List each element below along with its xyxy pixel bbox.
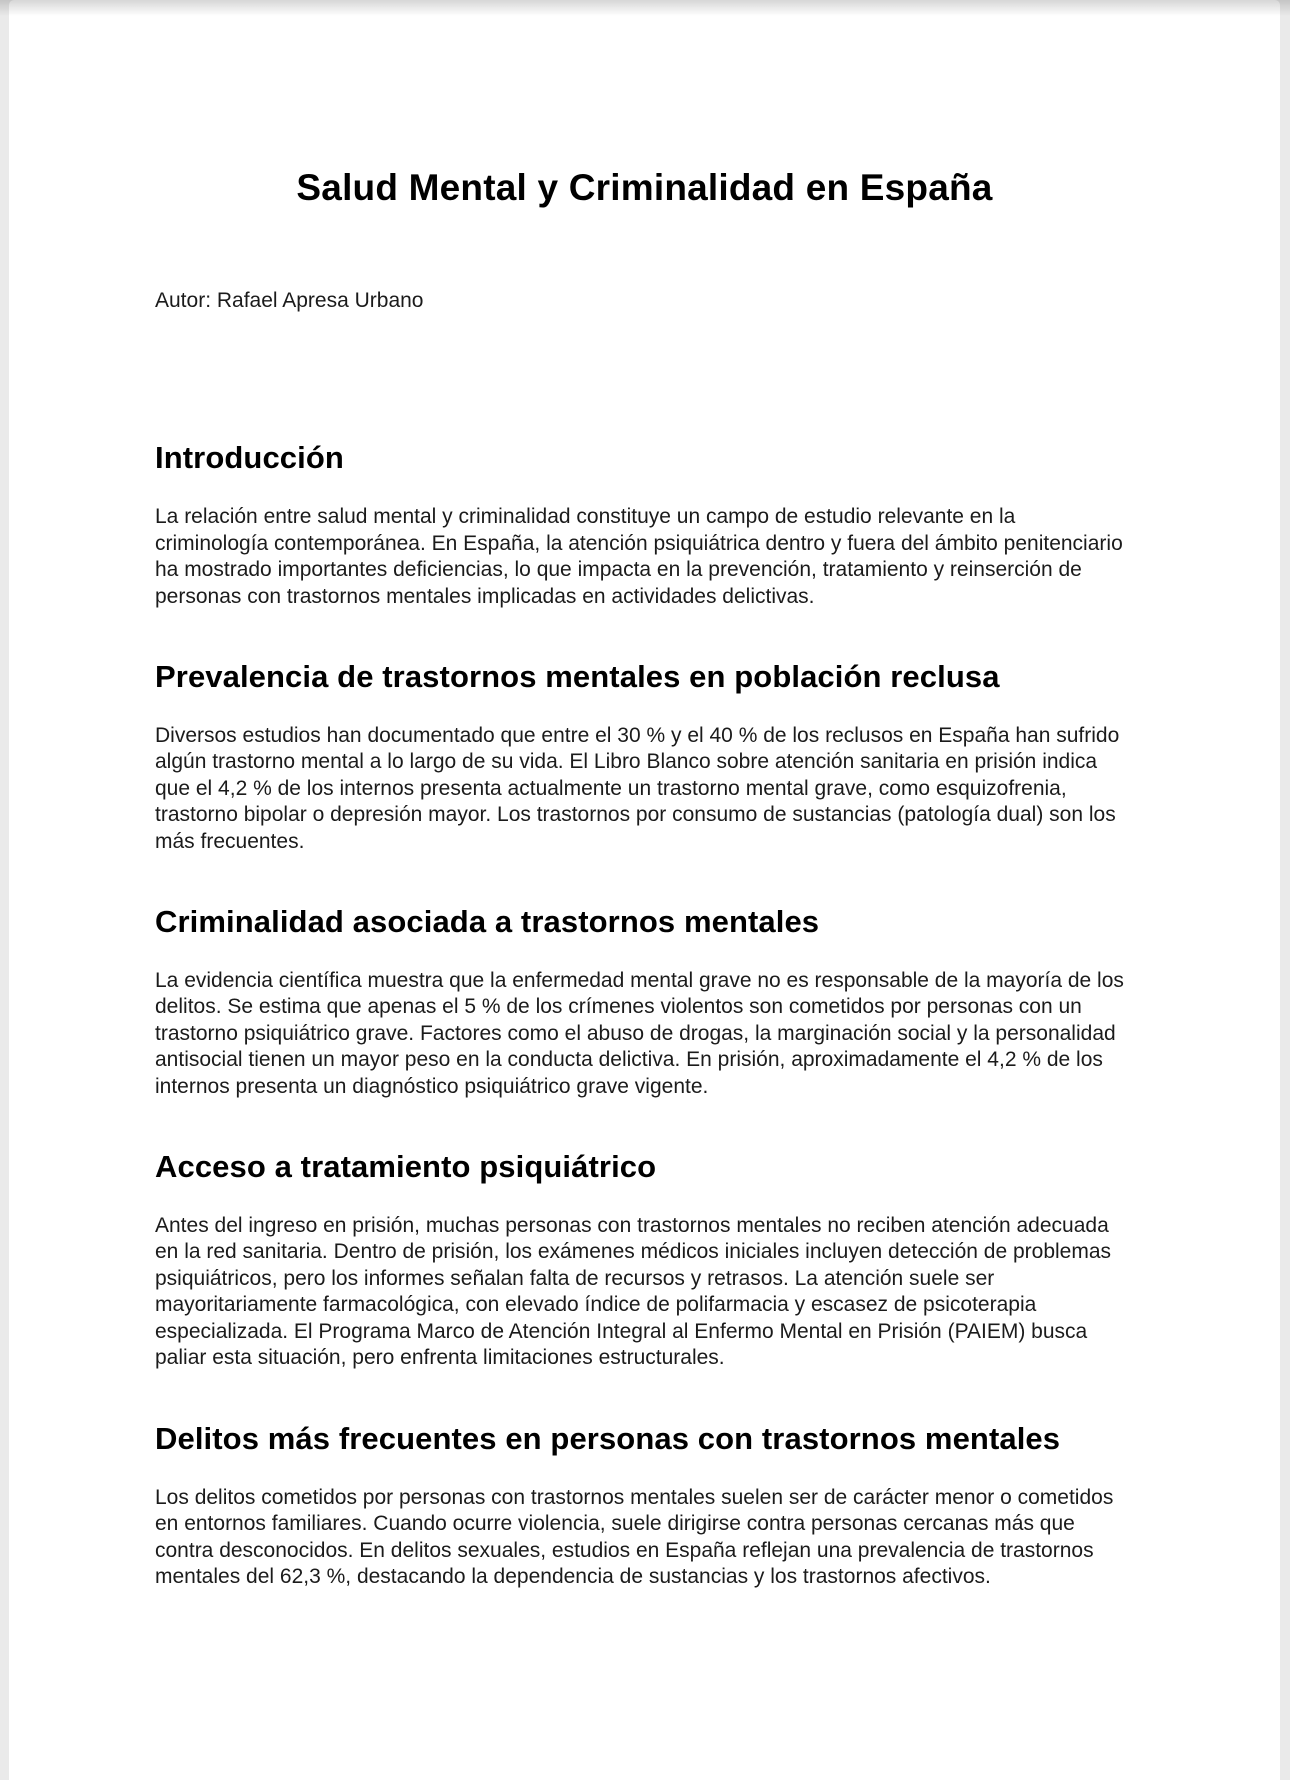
section-heading-prevalencia: Prevalencia de trastornos mentales en población reclusa: [155, 659, 1000, 695]
section-heading-acceso: Acceso a tratamiento psiquiátrico: [155, 1149, 657, 1185]
document-page: [9, 0, 1280, 1780]
section-paragraph-prevalencia: Diversos estudios han documentado que entre el 30 % y el 40 % de los reclusos en España han sufrido algún trastorno mental a lo largo de su vida. El Libro Blanco sobre atención sanitaria en prisión indica que el 4,2 % de los internos presenta actualmente un trastorno mental grave, como esquizofrenia, trastorno bipolar o depresión mayor. Los trastornos por consumo de sustancias (patología dual) son los más frecuentes.: [155, 723, 1120, 853]
section-heading-delitos: Delitos más frecuentes en personas con trastornos mentales: [155, 1420, 1061, 1456]
section-heading-criminalidad: Criminalidad asociada a trastornos mentales: [155, 904, 820, 940]
section-paragraph-delitos: Los delitos cometidos por personas con trastornos mentales suelen ser de carácter menor o cometidos en entornos familiares. Cuando ocurre violencia, suele dirigirse contra personas cercanas más que contra desconocidos. En delitos sexuales, estudios en España reflejan una prevalencia de trastornos mentales del 62,3 %, destacando la dependencia de sustancias y los trastornos afectivos.: [155, 1485, 1114, 1589]
document-content: [9, 0, 1280, 1591]
section-paragraph-introduccion: La relación entre salud mental y criminalidad constituye un campo de estudio relevante en la criminología contemporánea. En España, la atención psiquiátrica dentro y fuera del ámbito penitenciario ha mostrado importantes deficiencias, lo que impacta en la prevención, tratamiento y reinserción de personas con trastornos mentales implicadas en actividades delictivas.: [155, 505, 1123, 608]
author-line: Autor: Rafael Apresa Urbano: [155, 289, 424, 313]
section-heading-introduccion: Introducción: [155, 440, 344, 476]
section-paragraph-acceso: Antes del ingreso en prisión, muchas personas con trastornos mentales no reciben atención adecuada en la red sanitaria. Dentro de prisión, los exámenes médicos iniciales incluyen detección de problemas psiquiátricos, pero los informes señalan falta de recursos y retrasos. La atención suele ser mayoritariamente farmacológica, con elevado índice de polifarmacia y escasez de psicoterapia especializada. El Programa Marco de Atención Integral al Enfermo Mental en Prisión (PAIEM) busca paliar esta situación, pero enfrenta limitaciones estructurales.: [155, 1213, 1112, 1370]
document-title: Salud Mental y Criminalidad en España: [296, 167, 993, 208]
section-paragraph-criminalidad: La evidencia científica muestra que la enfermedad mental grave no es responsable de la mayoría de los delitos. Se estima que apenas el 5 % de los crímenes violentos son cometidos por personas con un trastorno psiquiátrico grave. Factores como el abuso de drogas, la marginación social y la personalidad antisocial tienen un mayor peso en la conducta delictiva. En prisión, aproximadamente el 4,2 % de los internos presenta un diagnóstico psiquiátrico grave vigente.: [155, 968, 1124, 1098]
